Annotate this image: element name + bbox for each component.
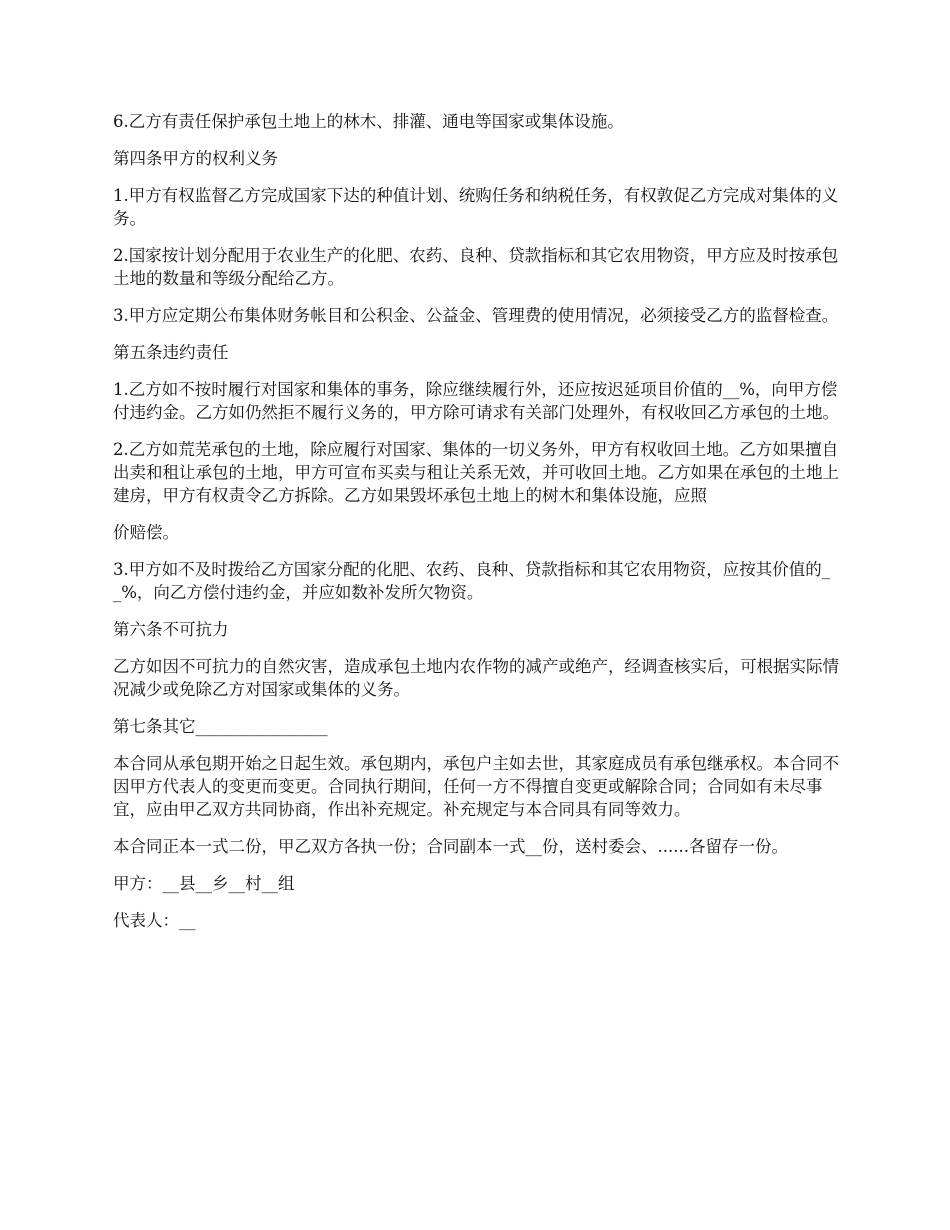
- article-4-clause-3: 3.甲方应定期公布集体财务帐目和公积金、公益金、管理费的使用情况，必须接受乙方的监督检查。: [113, 306, 839, 325]
- article-5-clause-1: 1.乙方如不按时履行对国家和集体的事务，除应继续履行外，还应按迟延项目价值的__%，向甲方偿付违约金。乙方如仍然拒不履行义务的，甲方除可请求有关部门处理外，有权收回乙方承包的土地。: [113, 380, 839, 422]
- article-5-clause-2-continued: 价赔偿。: [113, 523, 179, 542]
- article-6-heading: 第六条不可抗力: [113, 620, 229, 639]
- article-6-body: 乙方如因不可抗力的自然灾害，造成承包土地内农作物的减产或绝产，经调查核实后，可根据实际情况减少或免除乙方对国家或集体的义务。: [113, 657, 839, 699]
- article-5-heading: 第五条违约责任: [113, 343, 229, 362]
- article-5-clause-2: 2.乙方如荒芜承包的土地，除应履行对国家、集体的一切义务外，甲方有权收回土地。乙方如果擅自出卖和租让承包的土地，甲方可宣布买卖与租让关系无效，并可收回土地。乙方如果在承包的土地上建房，甲方有权责令乙方拆除。乙方如果毁坏承包土地上的树木和集体设施，应照: [113, 440, 839, 505]
- copies-paragraph: 本合同正本一式二份，甲乙双方各执一份；合同副本一式__份，送村委会、......各留存一份。: [113, 837, 788, 856]
- article-4-clause-1: 1.甲方有权监督乙方完成国家下达的种值计划、统购任务和纳税任务，有权敦促乙方完成对集体的义务。: [113, 186, 839, 228]
- representative-line: 代表人：__: [113, 911, 196, 930]
- article-7-heading: 第七条其它________________: [113, 717, 328, 736]
- document-page: [113, 110, 843, 946]
- clause-6-yi-protect-facilities: 6.乙方有责任保护承包土地上的林木、排灌、通电等国家或集体设施。: [113, 112, 624, 131]
- party-a-line: 甲方：__县__乡__村__组: [113, 874, 295, 893]
- article-4-heading: 第四条甲方的权利义务: [113, 149, 278, 168]
- article-5-clause-3: 3.甲方如不及时拨给乙方国家分配的化肥、农药、良种、贷款指标和其它农用物资，应按其价值的__%，向乙方偿付违约金，并应如数补发所欠物资。: [113, 560, 830, 602]
- effectiveness-paragraph: 本合同从承包期开始之日起生效。承包期内，承包户主如去世，其家庭成员有承包继承权。本合同不因甲方代表人的变更而变更。合同执行期间，任何一方不得擅自变更或解除合同；合同如有未尽事宜，应由甲乙双方共同协商，作出补充规定。补充规定与本合同具有同等效力。: [113, 754, 839, 819]
- article-4-clause-2: 2.国家按计划分配用于农业生产的化肥、农药、良种、贷款指标和其它农用物资，甲方应及时按承包土地的数量和等级分配给乙方。: [113, 246, 839, 288]
